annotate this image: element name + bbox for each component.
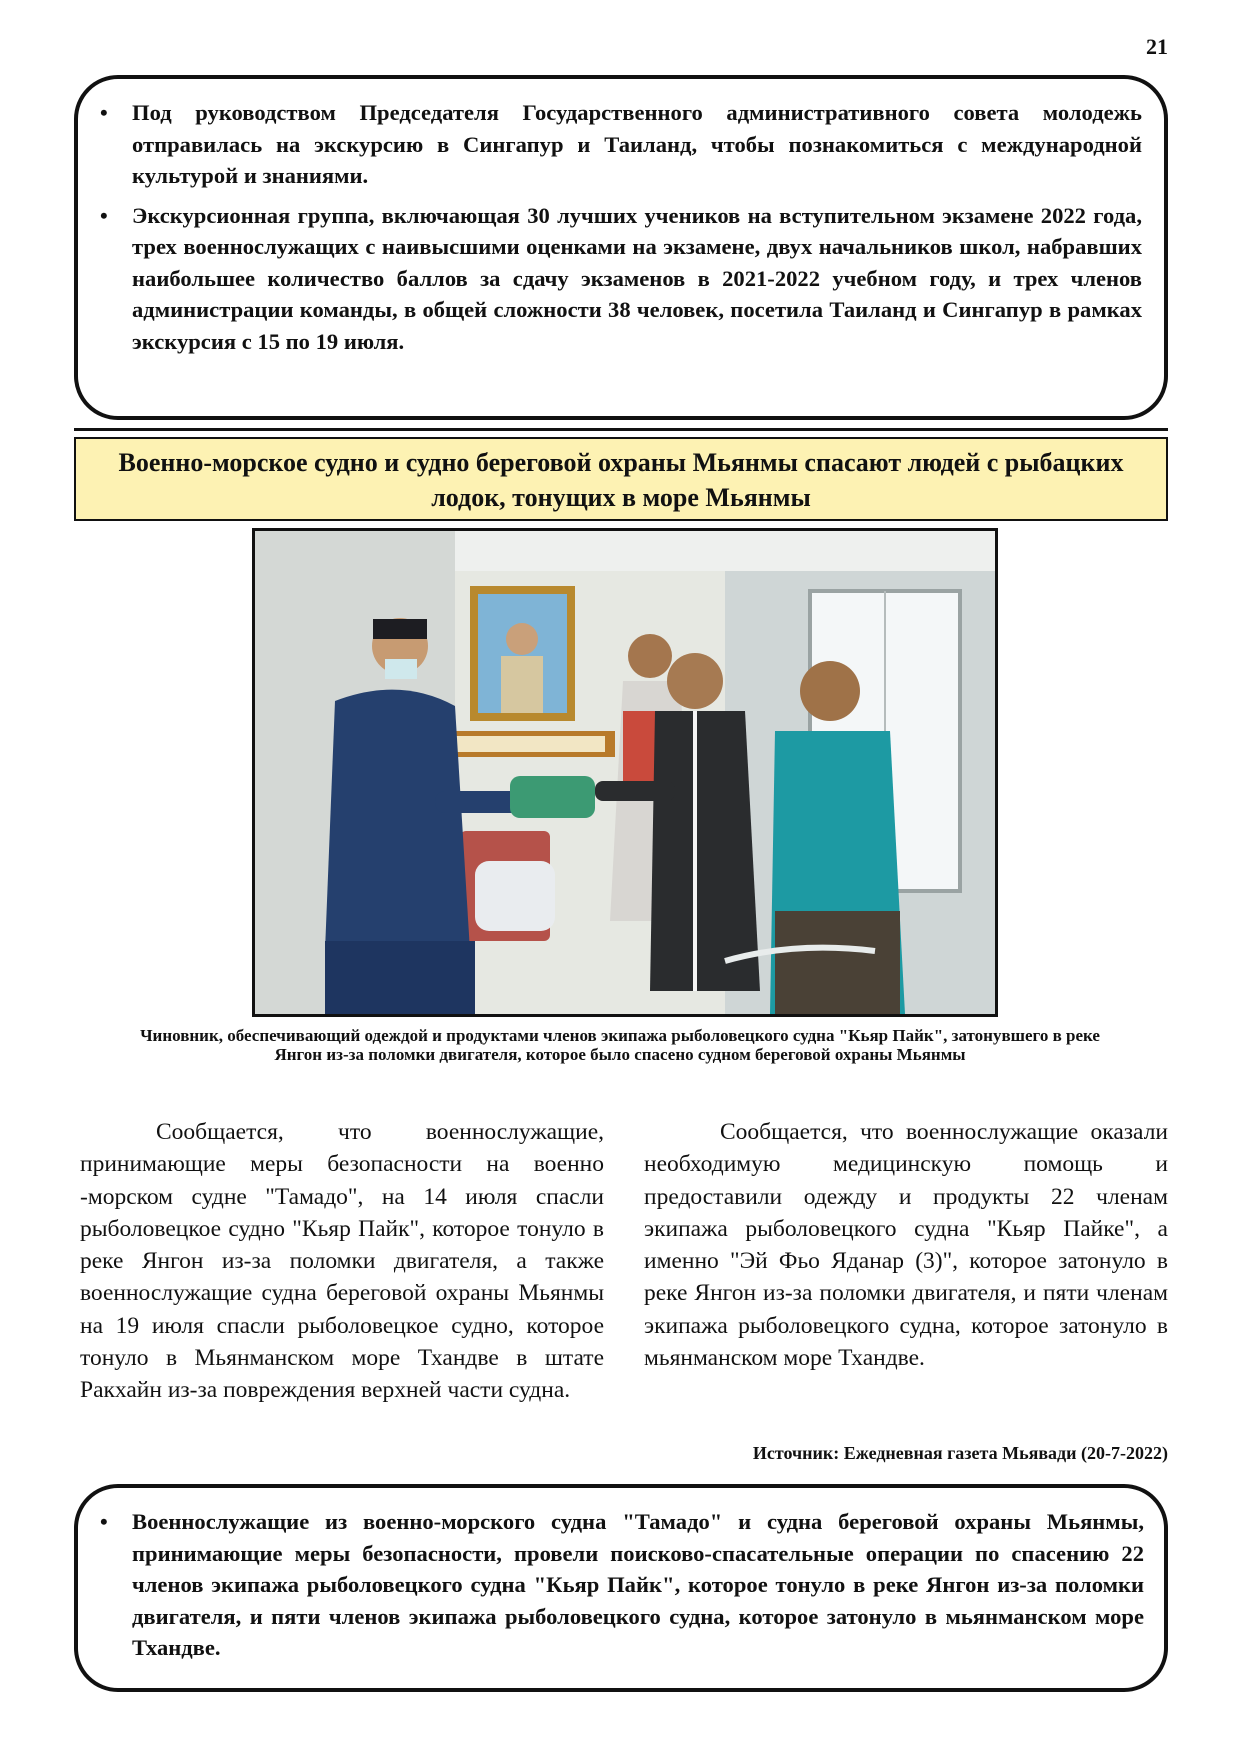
summary-box-bottom	[74, 1484, 1168, 1692]
article-headline: Военно-морское судно и судно береговой охраны Мьянмы спасают людей с рыбацких лодок, тонущих в море Мьянмы	[74, 437, 1168, 521]
article-column-right	[644, 1116, 1168, 1374]
summary-bullet: • Военнослужащие из военно-морского судна "Тамадо" и судна береговой охраны Мьянмы, принимающие меры безопасности, провели поисково-спасательные операции по спасению 22 членов экипажа рыболовецкого судна "Кьяр Пайк", которое тонуло в реке Янгон из-за поломки двигателя, и пяти членов экипажа рыболовецкого судна, которое затонуло в мьянманском море Тхандве.	[132, 1506, 1144, 1664]
article-source: Источник: Ежедневная газета Мьявади (20-7-2022)	[752, 1443, 1168, 1463]
summary-bullet: • Экскурсионная группа, включающая 30 лучших учеников на вступительном экзамене 2022 года, трех военнослужащих с наивысшими оценками на экзамене, двух начальников школ, набравших наибольшее количество баллов за сдачу экзаменов в 2021-2022 учебном году, и трех членов администрации команды, в общей сложности 38 человек, посетила Таиланд и Сингапур в рамках экскурсия с 15 по 19 июля.	[132, 200, 1142, 358]
photo-caption: Чиновник, обеспечивающий одеждой и продуктами членов экипажа рыболовецкого судна "Кьяр Пайк", затонувшего в реке Янгон из-за поломки двигателя, которое было спасено судном береговой охраны Мьянмы	[140, 1026, 1100, 1064]
page-number: 21	[1146, 34, 1168, 59]
section-divider	[74, 428, 1168, 431]
article-photo	[252, 528, 998, 1017]
summary-list-top	[132, 97, 1142, 357]
article-column-left	[80, 1116, 604, 1407]
article-text-right: Сообщается, что военнослужащие оказали необходимую медицинскую помощь и предоставили одежду и продукты 22 членам экипажа рыболовецкого судна "Кьяр Пайке", а именно "Эй Фьо Яданар (3)", которое затонуло в реке Янгон из-за поломки двигателя, и пяти членам экипажа рыболовецкого судна, которое затонуло в мьянманском море Тхандве.	[644, 1119, 1168, 1372]
article-text-left: Сообщается, что военнослужащие, принимающие меры безопасности на военно -морском судне "Тамадо", на 14 июля спасли рыболовецкое судно "Кьяр Пайк", которое тонуло в реке Янгон из-за поломки двигателя, а также военнослужащие судна береговой охраны Мьянмы на 19 июля спасли рыболовецкое судно, которое тонуло в Мьянманском море Тхандве в штате Ракхайн из-за повреждения верхней части судна.	[80, 1119, 604, 1404]
photo-illustration	[255, 531, 995, 1014]
summary-bullet: • Под руководством Председателя Государственного административного совета молодежь отправилась на экскурсию в Сингапур и Таиланд, чтобы познакомиться с международной культурой и знаниями.	[132, 97, 1142, 192]
summary-list-bottom	[132, 1506, 1144, 1664]
summary-box-top	[74, 75, 1168, 420]
